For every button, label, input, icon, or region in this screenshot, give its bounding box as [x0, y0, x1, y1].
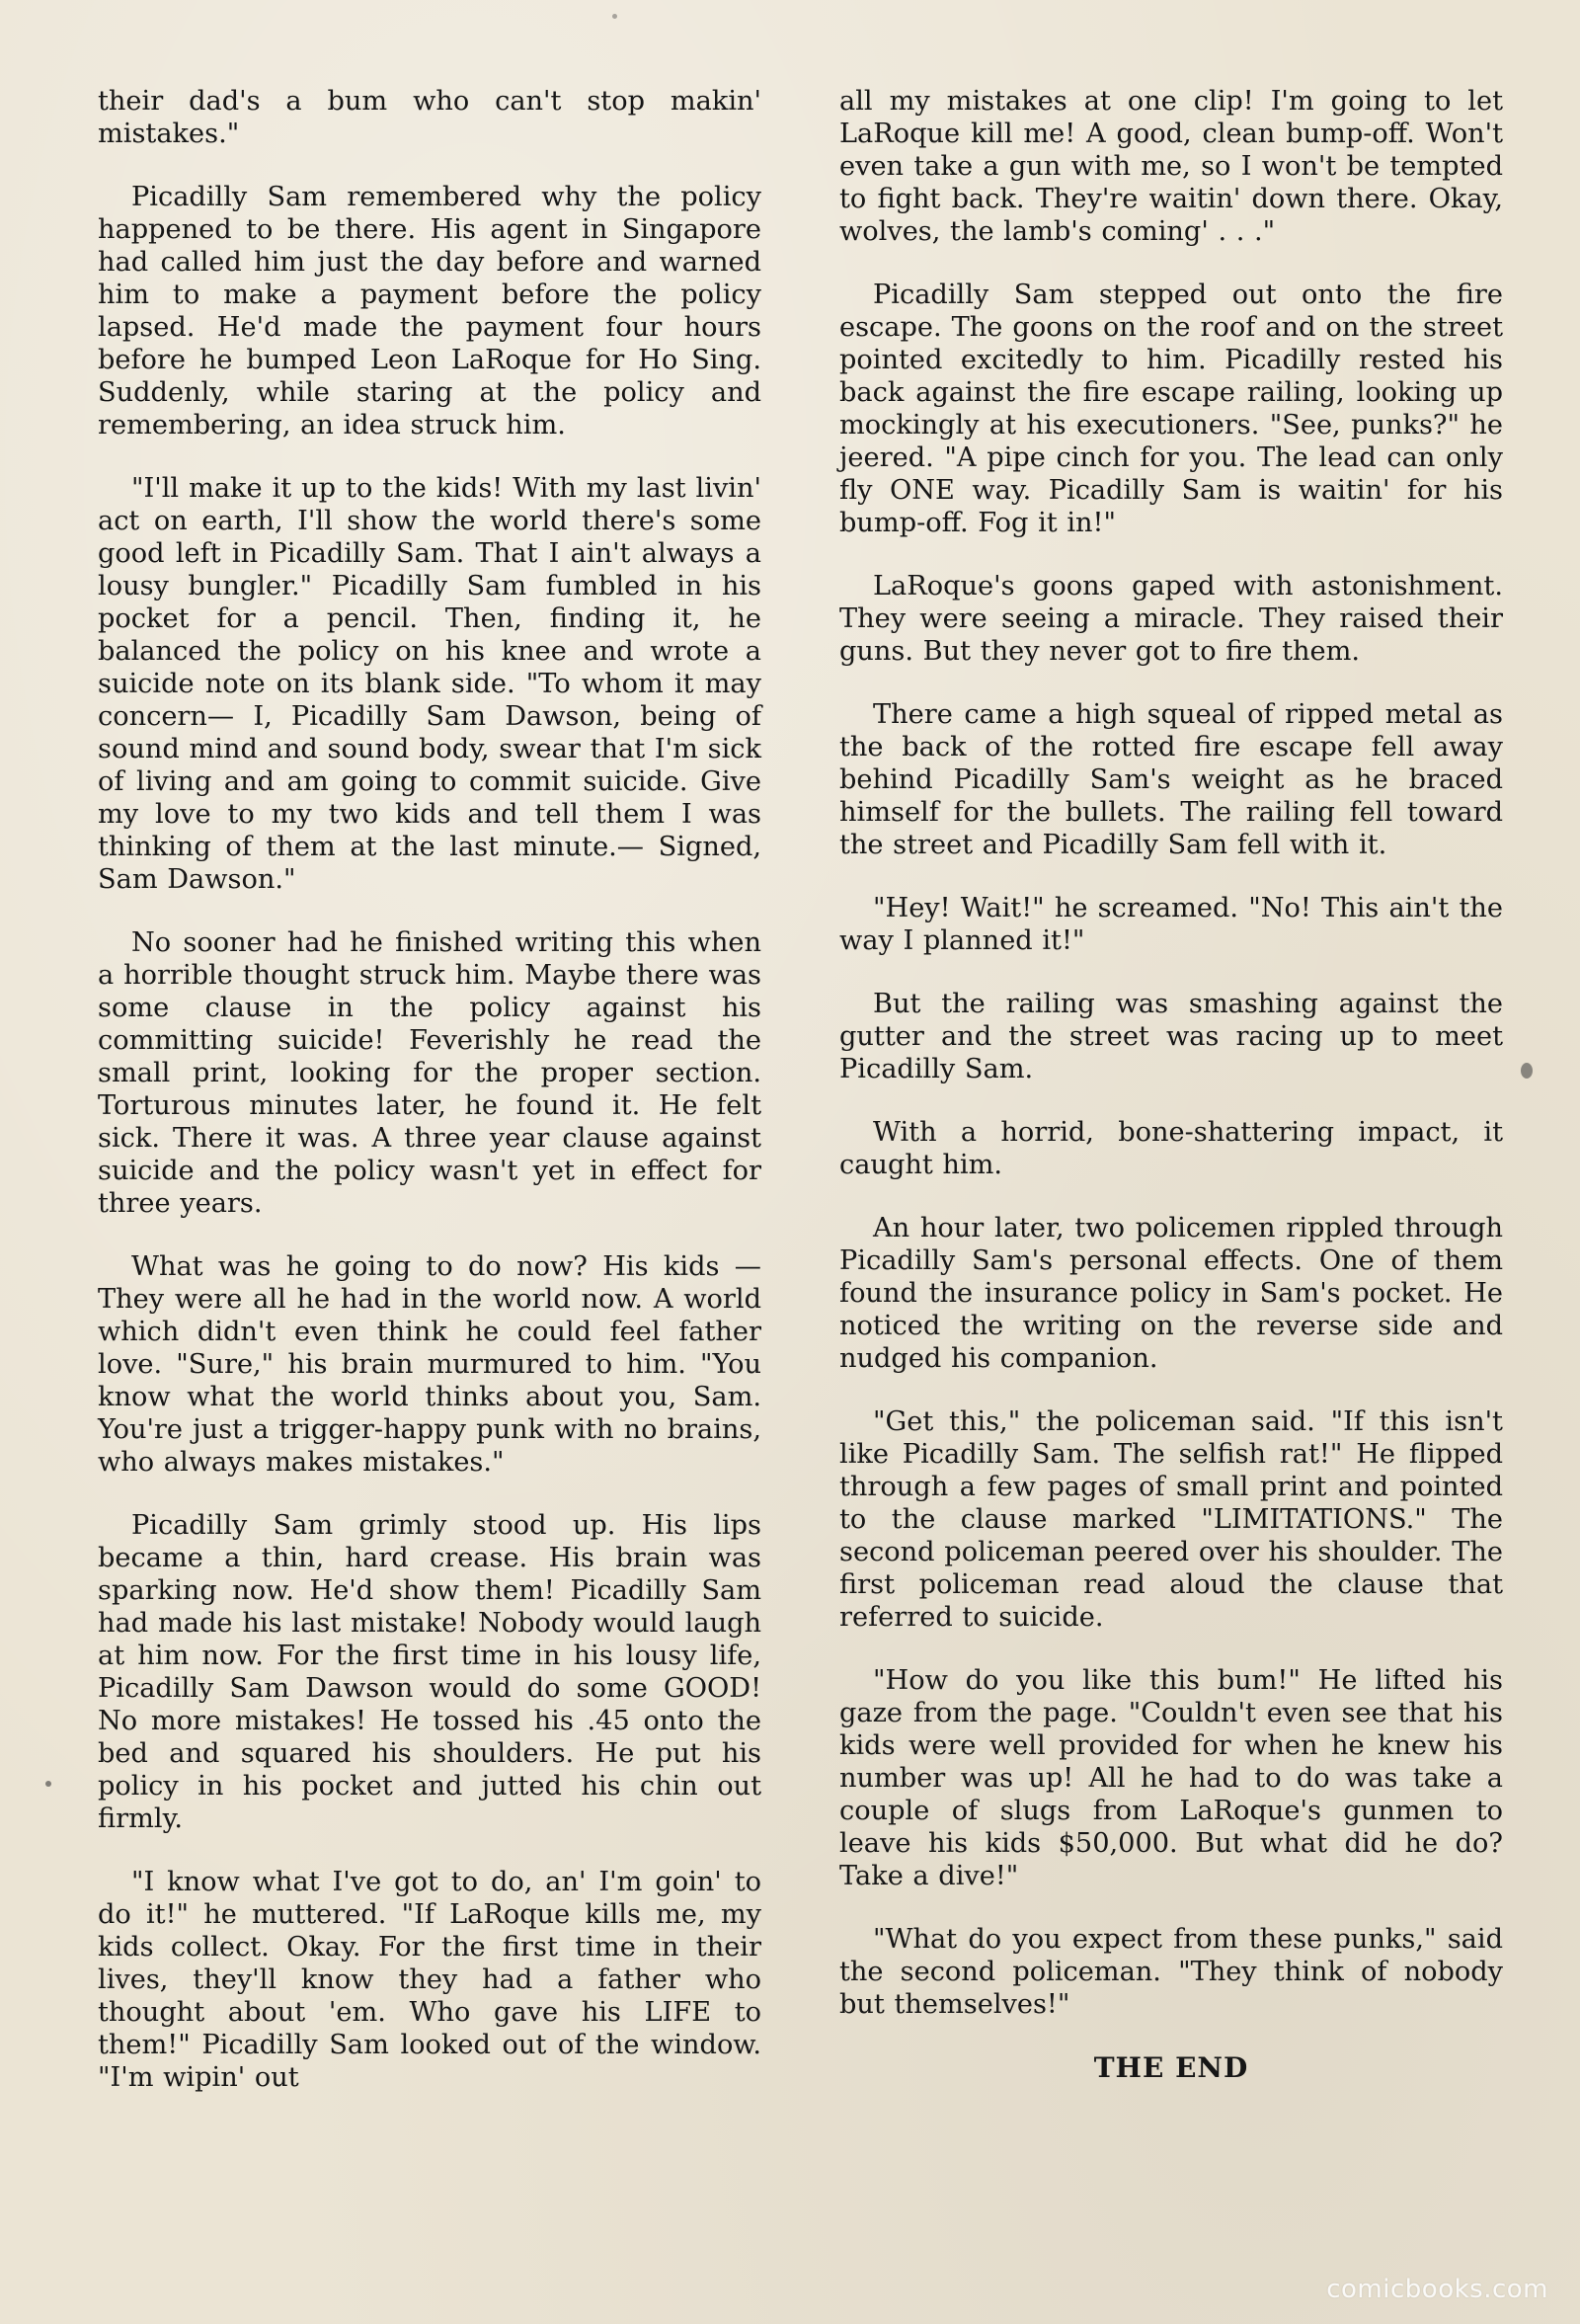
paragraph: LaRoque's goons gaped with astonishment. They were seeing a miracle. They raised their guns. But they never got to fire them. [839, 571, 1503, 667]
print-speck [612, 14, 617, 19]
paragraph: Picadilly Sam grimly stood up. His lips became a thin, hard crease. His brain was sparking now. He'd show them! Picadilly Sam had made his last mistake! Nobody would laugh at him now. For the first time in his lousy life, Picadilly Sam Dawson would do some GOOD! No more mistakes! He tossed his .45 onto the bed and squared his shoulders. He put his policy in his pocket and jutted his chin out firmly. [98, 1510, 761, 1834]
paragraph: What was he going to do now? His kids —They were all he had in the world now. A world which didn't even think he could feel father love. "Sure," his brain murmured to him. "You know what the world thinks about you, Sam. You're just a trigger-happy punk with no brains, who always makes mistakes." [98, 1251, 761, 1478]
paragraph: With a horrid, bone-shattering impact, it caught him. [839, 1117, 1503, 1180]
paragraph: "What do you expect from these punks," said the second policeman. "They think of nobody but themselves!" [839, 1924, 1503, 2020]
paragraph: "How do you like this bum!" He lifted his gaze from the page. "Couldn't even see that his kids were well provided for when he knew his number was up! All he had to do was take a couple of slugs from LaRoque's gunmen to leave his kids $50,000. But what did he do? Take a dive!" [839, 1665, 1503, 1891]
site-watermark: comicbooks.com [1326, 2275, 1548, 2304]
print-speck [45, 1781, 51, 1787]
print-speck [1521, 1063, 1533, 1079]
paragraph: "I'll make it up to the kids! With my last livin' act on earth, I'll show the world there's some good left in Picadilly Sam. That I ain't always a lousy bungler." Picadilly Sam fumbled in his pocket for a pencil. Then, finding it, he balanced the policy on his knee and wrote a suicide note on its blank side. "To whom it may concern— I, Picadilly Sam Dawson, being of sound mind and sound body, swear that I'm sick of living and am going to commit suicide. Give my love to my two kids and tell them I was thinking of them at the last minute.— Signed, Sam Dawson." [98, 473, 761, 895]
right-text-column [839, 85, 1503, 2084]
paragraph: "Get this," the policeman said. "If this isn't like Picadilly Sam. The selfish rat!" He flipped through a few pages of small print and pointed to the clause marked "LIMITATIONS." The second policeman peered over his shoulder. The first policeman read aloud the clause that referred to suicide. [839, 1406, 1503, 1633]
the-end-label: THE END [1093, 2051, 1249, 2084]
paragraph: There came a high squeal of ripped metal as the back of the rotted fire escape fell away behind Picadilly Sam's weight as he braced himself for the bullets. The railing fell toward the street and Picadilly Sam fell with it. [839, 699, 1503, 860]
paragraph: But the railing was smashing against the gutter and the street was racing up to meet Picadilly Sam. [839, 989, 1503, 1084]
paragraph: Picadilly Sam stepped out onto the fire escape. The goons on the roof and on the street pointed excitedly to him. Picadilly rested his back against the fire escape railing, looking up mockingly at his executioners. "See, punks?" he jeered. "A pipe cinch for you. The lead can only fly ONE way. Picadilly Sam is waitin' for his bump-off. Fog it in!" [839, 280, 1503, 538]
paragraph: "I know what I've got to do, an' I'm goin' to do it!" he muttered. "If LaRoque kills me, my kids collect. Okay. For the first time in their lives, they'll know they had a father who thought about 'em. Who gave his LIFE to them!" Picadilly Sam looked out of the window. "I'm wipin' out [98, 1867, 761, 2093]
paragraph: "Hey! Wait!" he screamed. "No! This ain't the way I planned it!" [839, 893, 1503, 956]
paragraph: all my mistakes at one clip! I'm going to let LaRoque kill me! A good, clean bump-off. Won't even take a gun with me, so I won't be tempted to fight back. They're waitin' down there. Okay, wolves, the lamb's coming' . . ." [839, 86, 1503, 247]
paragraph: No sooner had he finished writing this when a horrible thought struck him. Maybe there was some clause in the policy against his committing suicide! Feverishly he read the small print, looking for the proper section. Torturous minutes later, he found it. He felt sick. There it was. A three year clause against suicide and the policy wasn't yet in effect for three years. [98, 927, 761, 1219]
paragraph: An hour later, two policemen rippled through Picadilly Sam's personal effects. One of them found the insurance policy in Sam's pocket. He noticed the writing on the reverse side and nudged his companion. [839, 1213, 1503, 1374]
left-text-column [98, 85, 761, 2124]
paragraph: Picadilly Sam remembered why the policy happened to be there. His agent in Singapore had called him just the day before and warned him to make a payment before the policy lapsed. He'd made the payment four hours before he bumped Leon LaRoque for Ho Sing. Suddenly, while staring at the policy and remembering, an idea struck him. [98, 182, 761, 441]
paragraph: their dad's a bum who can't stop makin' mistakes." [98, 86, 761, 149]
